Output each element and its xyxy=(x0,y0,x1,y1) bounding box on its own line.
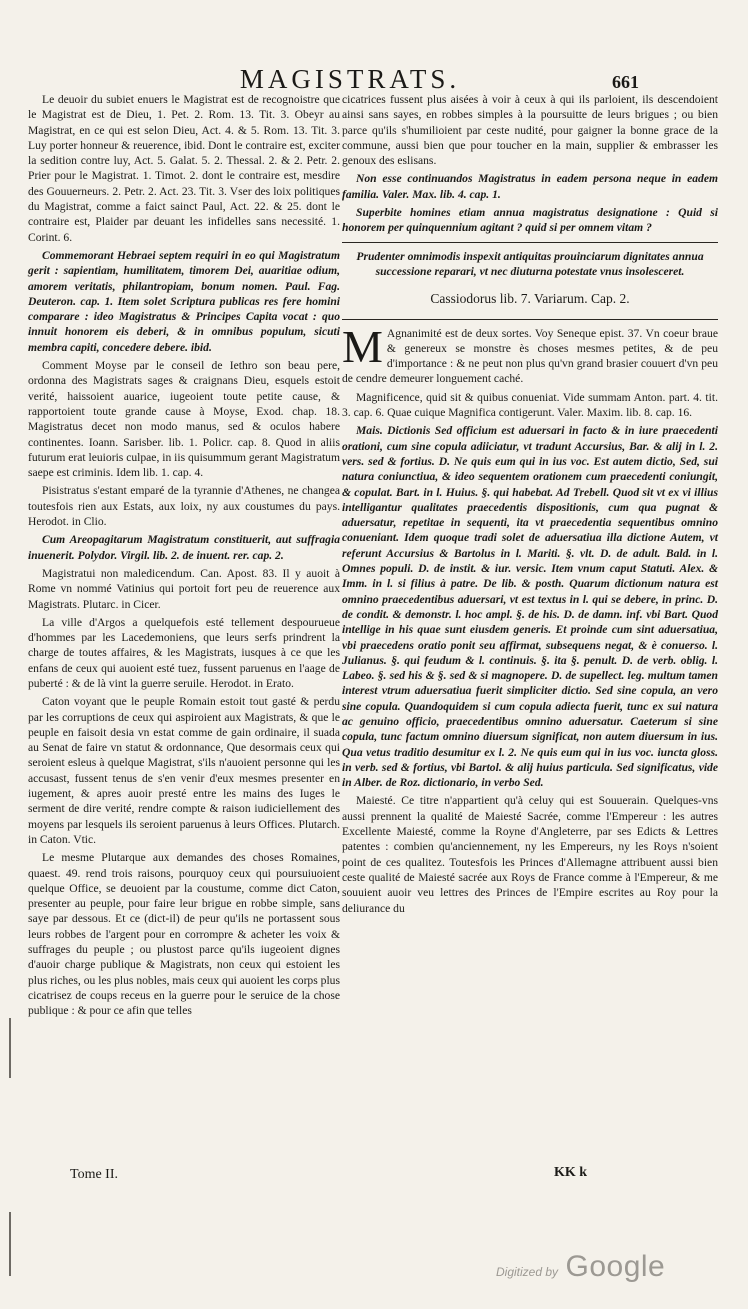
paragraph: Comment Moyse par le conseil de Iethro son beau pere, ordonna des Magistrats sages & craignans Dieu, esquels estoit verité, haissoient auarice, iugeoient toute petite cause, & rapportoient toute grande cause à Moyse, Exod. chap. 18. Magistratus decet non modo manus, sed & oculos habere continentes. Ioann. Sarisber. lib. 1. Policr. cap. 8. Quod in aliis futurum erat leuioris culpae, in iis quisummum gerant Magistratum saepe est criminis. Idem lib. 1. cap. 4. xyxy=(28,359,341,480)
paragraph: La ville d'Argos a quelquefois esté tellement despourueue d'hommes par les Lacedemoniens, que leurs serfs prindrent la charge de toutes affaires, & les Magistrats, iusques à ce que les enfans de ceux qui auoient esté tuez, fussent paruenus en l'aage de puberté : & de là vint la guerre seruile. Herodot. in Erato. xyxy=(28,615,340,690)
entry-magnanimite xyxy=(342,320,718,387)
watermark-brand: Google xyxy=(565,1250,666,1283)
paragraph: cicatrices fussent plus aisées à voir à ceux à qui ils parloient, ils descendoient ainsi sans sayes, en robbes simples à la poursuitte de leurs brigues ; ou bien parce qu'ils s'humilioient par ceste nudité, pour gaigner la bonne grace de la commune, aussi bien que pour toucher en la main, supplier & embrasser les genoux des eslisans. xyxy=(342,93,718,168)
source-heading: Cassiodorus lib. 7. Variarum. Cap. 2. xyxy=(430,291,630,307)
right-column xyxy=(342,92,718,919)
watermark-prefix: Digitized by xyxy=(496,1265,559,1279)
page-number: 661 xyxy=(612,72,639,92)
paragraph: Le mesme Plutarque aux demandes des choses Romaines, quaest. 49. rend trois raisons, pourquoy ceux qui poursuiuoient quelque Office, se deuoient par la coustume, comme dict Caton, presenter au peuple, pour faire leur brigue en robbe simple, sans saye par dessous. Et ce (dict-il) de peur qu'ils ne portassent sous leurs robbes de l'argent pour en corrompre & acheter les voix & suffrages du peuple ; ou plustost parce qu'ils iugeoient dignes d'auoir charge publique & Magistrats, non ceux qui estoient les plus riches, ou les plus nobles, mais ceux qui auoient les corps plus cicatrisez de coups receus en la guerre pour le seruice de la chose publique : & pour ce afin que telles xyxy=(28,851,340,1018)
signature-mark: KK k xyxy=(554,1165,588,1180)
paragraph-text: Agnanimité est de deux sortes. Voy Seneque epist. 37. Vn coeur braue & genereux se monstre ès choses mesmes petites, & de peu d'importance : & ne peut non plus qu'vn grand brasier couuert d'vn peu de cendre demeurer longuement caché. xyxy=(342,326,718,386)
latin-paragraph: Commemorant Hebraei septem requiri in eo qui Magistratum gerit : sapientiam, humilitatem, timorem Dei, auaritiae odium, amorem veritatis, philantropiam, bonum nomen. Paul. Fag. Deuteron. cap. 1. Item solet Scriptura publicas res fere homini comparare : ideo Magistratus & Principes Capita vocat : quo innuit honorem eis deberi, & in omnibus populum, sicuti membra capiti, concedere debere. ibid. xyxy=(28,248,340,354)
latin-paragraph: Superbite homines etiam annua magistratus designatione : Quid si honorem per quinquennium agitant ? quid si per omnem vitam ? xyxy=(342,206,718,235)
drop-cap: M xyxy=(342,320,383,372)
latin-paragraph: Cum Areopagitarum Magistratum constituerit, aut suffragia inuenerit. Polydor. Virgil. lib. 2. de inuent. rer. cap. 2. xyxy=(28,533,340,562)
paragraph: Magistratui non maledicendum. Can. Apost. 83. Il y auoit à Rome vn nommé Vatinius qui portoit fort peu de reuerence aux Magistrats. Plutarc. in Cicer. xyxy=(28,566,340,611)
latin-quote: Prudenter omnimodis inspexit antiquitas prouinciarum dignitates annua successione reparari, vt nec diuturna potestate vnus insolesceret. xyxy=(356,249,704,278)
left-column xyxy=(28,92,340,1022)
volume-label: Tome II. xyxy=(70,1167,119,1182)
paragraph: Pisistratus s'estant emparé de la tyrannie d'Athenes, ne changea toutesfois rien aux Estats, aux loix, ny aux coustumes du pays. Herodot. in Clio. xyxy=(28,484,340,529)
divider-rule xyxy=(342,319,718,320)
divider-rule xyxy=(342,242,718,243)
paragraph: Caton voyant que le peuple Romain estoit tout gasté & perdu par les corruptions de ceux qui aspiroient aux Magistrats, & que le peuple en faisoit desia vn estat comme de gain ordinaire, il suada au Senat de faire vn statut & ordonnance, Que desormais ceux qui seroient esleus à quelque Magistrat, s'ils n'auoient personne qui les accusast, fussent tenus de s'en venir d'eux mesmes presenter en iugement, & apres auoir presté entre les mains des Iuges le serment de dire verité, rendre compte & raison iudiciellement des moyens par lesquels ils seroient paruenus à leurs Offices. Plutarch. in Caton. Vtic. xyxy=(28,695,340,846)
running-head: MAGISTRATS. xyxy=(239,64,461,94)
latin-paragraph: Mais. Dictionis Sed officium est aduersari in facto & in iure praecedenti orationi, cum sine copula adiiciatur, vt tradunt Accursius, Bar. & alij in l. 2. vers. sed & fortius. D. Ne quis eum qui in ius voc. Est autem dictio, Sed, sui natura coniunctiua, & ideo sequentem orationem cum praecedenti coniungit, & copulat. Bart. in l. Huius. §. qui habebat. Ad Trebell. Quod sit vt ex vi illius intelligantur qualitates praecedentis dispositionis, cum qua pugnat & aduersatur, repetitae in sequenti, ita vt praecedentia sequentibus omnino conueniant. Idem quoque tradi solet de aduersatiua illa dictione Autem, vt referunt Accursius & Bartolus in l. Mariti. §. vlt. D. de adult. Bald. in l. Omnes populi. D. de instit. & iur. versic. Item vnum caput Statuti. Alex. & Imm. in l. si filius à patre. De lib. & posth. Quarum dictionum natura est omnino praecedentibus aduersari, vt est textus in l. qui se debere, in princ. D. de condit. & demonstr. l. hoc ampl. §. de his. D. de damn. inf. vbi Bart. Quod intellige in his quae sunt eiusdem generis. Et proinde cum sint aduersatiua, vbi praecedens oratio ponit seu affirmat, subsequens negat, & è conuerso. l. Julianus. §. qui feudum & l. continuis. §. ita §. penult. D. de verb. oblig. l. Labeo. §. sed his & §. sed & si magnopere. D. de supellect. leg. multum tamen interest vtrum aduersatiua fuerit simpliciter dictio. Sed sine copula, an vero sine copula. Quandoquidem si cum copula adiecta fuerit, tunc ex sui natura ac genuino officio, praecedentibus omnino aduersatur. Caeterum si sine copula, tunc factum omnino diuersum significat, non autem diuersum in ius. Qua vetus traditio desumitur ex l. 2. Ne quis eum qui in ius voc. iuncta gloss. in verb. sed & fortius, vbi Bartol. & alij huius particula. Sed significatus, vide in Alber. de Roz. dictionario, in verbo Sed. xyxy=(342,424,718,790)
digitized-watermark xyxy=(496,1250,665,1284)
margin-mark xyxy=(9,1212,11,1276)
latin-paragraph: Non esse continuandos Magistratus in eadem persona neque in eadem familia. Valer. Max. lib. 4. cap. 1. xyxy=(342,172,718,201)
paragraph: Magnificence, quid sit & quibus conueniat. Vide summam Anton. part. 4. tit. 3. cap. 6. Quae cuique Magnifica contigerunt. Valer. Maxim. lib. 8. cap. 16. xyxy=(342,390,718,420)
margin-mark xyxy=(9,1018,11,1078)
paragraph: Le deuoir du subiet enuers le Magistrat est de recognoistre que le Magistrat est de Dieu, 1. Pet. 2. Rom. 13. Tit. 3. Obeyr au Magistrat, en ce qui est selon Dieu, Act. 4. & 5. Rom. 13. Tit. 3. Luy porter honneur & reuerence, ibid. Dont le contraire est, exciter la sedition contre luy, Act. 5. Galat. 5. 2. Thessal. 2. & 2. Petr. 2. Prier pour le Magistrat. 1. Timot. 2. dont le contraire est, mesdire des Gouuerneurs. 2. Petr. 2. Act. 23. Tit. 3. Vser des loix politiques du Magistrat, comme a faict sainct Paul, Act. 22. & 25. dont le contraire est, Plaider par deuant les infidelles sans necessité. 1. Corint. 6. xyxy=(28,93,340,244)
paragraph: Maiesté. Ce titre n'appartient qu'à celuy qui est Souuerain. Quelques-vns aussi prennent la qualité de Maiesté Sacrée, comme l'Empereur : les autres Excellente Maiesté, comme la Royne d'Angleterre, par ses Edicts & Lettres patentes : combien qu'anciennement, ny les Empereurs, ny les Roys n'soient point de ces qualitez. Toutesfois les Princes d'Allemagne attribuent aussi bien ceste qualité de Maiesté sacrée aux Roys de France comme à l'Empereur, & me souuient auoir veu lettres des Princes de l'Empire escrites au Roy pour la deliurance du xyxy=(342,794,718,915)
